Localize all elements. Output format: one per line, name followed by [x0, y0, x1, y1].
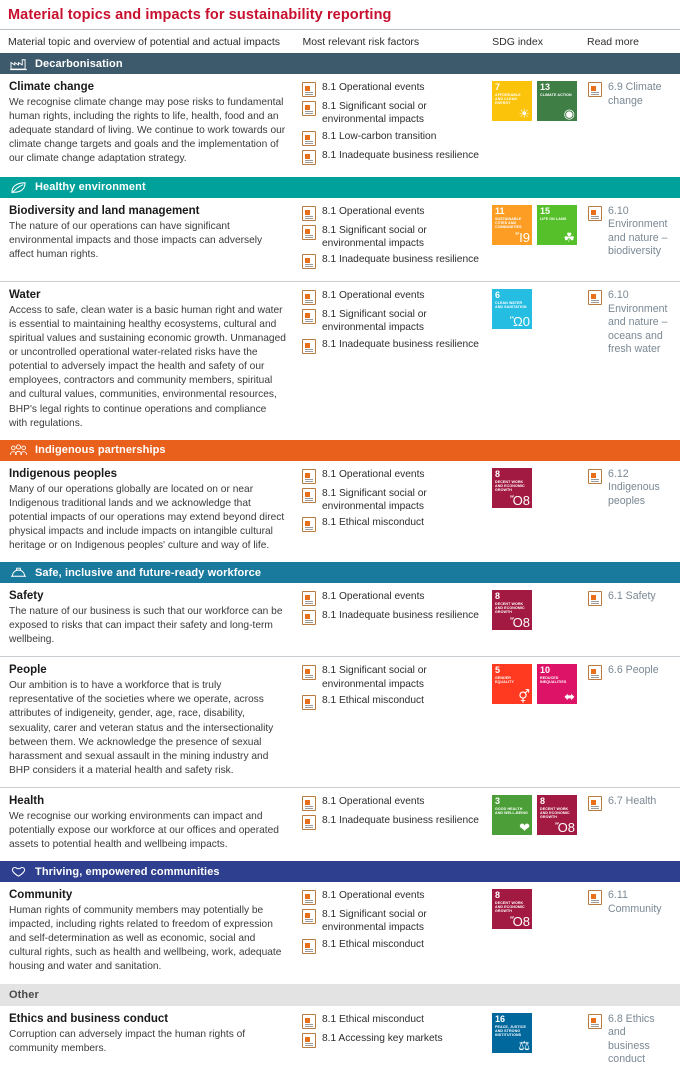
risk-factor-label: 8.1 Ethical misconduct [322, 1013, 424, 1025]
sdg-glyph-icon: Ὣ0 [509, 314, 530, 329]
topic-cell [0, 468, 298, 553]
risk-factor-label: 8.1 Inadequate business resilience [322, 149, 479, 161]
sdg-list [492, 795, 582, 835]
risk-factors-cell [298, 81, 490, 168]
sdg-cell [490, 289, 586, 431]
sdg-list [492, 468, 582, 508]
sdg-label: AFFORDABLE AND CLEAN ENERGY [495, 93, 521, 106]
document-reference-icon [302, 206, 316, 221]
section-title: Other [9, 988, 39, 1001]
risk-factor-item [302, 308, 482, 335]
sdg-cell [490, 889, 586, 974]
risk-factors-cell [298, 289, 490, 431]
sdg-badge [492, 1013, 532, 1053]
risk-factor-label: 8.1 Operational events [322, 591, 425, 603]
document-reference-icon [588, 82, 602, 97]
sdg-glyph-icon: Ὄ8 [555, 819, 575, 835]
read-more-link[interactable] [588, 889, 666, 916]
topic-cell [0, 889, 298, 974]
topic-description: We recognise climate change may pose risks to fundamental human rights, including the rights to life, health, food and an adequate standard of living. We continue to work towards our climate change targets and goals and the implementation of our climate change adaptation strategy. [9, 97, 286, 165]
topic-cell [0, 1013, 298, 1067]
document-reference-icon [302, 101, 316, 116]
document-reference-icon [302, 1014, 316, 1029]
risk-factor-item [302, 253, 482, 269]
sdg-list [492, 289, 582, 329]
topic-description: The nature of our business is such that our workforce can be exposed to risks that can impact their safety and long-term wellbeing. [9, 606, 283, 646]
risk-factor-item [302, 81, 482, 97]
sdg-badge [492, 205, 532, 245]
sdg-badge [492, 590, 532, 630]
sdg-label: SUSTAINABLE CITIES AND COMMUNITIES [495, 216, 522, 229]
table-row [0, 788, 680, 861]
section [0, 177, 680, 440]
risk-factor-item [302, 130, 482, 146]
risk-factor-label: 8.1 Inadequate business resilience [322, 254, 479, 265]
sdg-glyph-icon: Ἵ9 [515, 229, 530, 245]
read-more-label: 6.6 People [608, 664, 659, 677]
read-more-link[interactable] [588, 289, 666, 357]
topic-cell [0, 590, 298, 647]
topic-name: Community [9, 889, 73, 902]
sdg-glyph-icon: ☀ [518, 106, 530, 121]
risk-factor-item [302, 205, 482, 221]
sdg-number: 6 [495, 290, 501, 300]
document-reference-icon [588, 591, 602, 606]
topic-name: Climate change [9, 81, 94, 93]
risk-factor-item [302, 938, 482, 954]
document-reference-icon [302, 939, 316, 954]
section-banner [0, 984, 680, 1006]
topic-description: Corruption can adversely impact the human rights of community members. [9, 1028, 246, 1054]
document-reference-icon [302, 517, 316, 532]
risk-factor-item [302, 289, 482, 305]
helmet-icon [9, 565, 28, 580]
risk-factors-cell [298, 205, 490, 273]
risk-factor-item [302, 487, 482, 514]
document-reference-icon [588, 796, 602, 811]
read-more-cell[interactable] [586, 889, 672, 974]
topic-name: Ethics and business conduct [9, 1012, 169, 1025]
sdg-badge [537, 795, 577, 835]
sdg-number: 8 [495, 591, 501, 602]
factory-icon [9, 56, 28, 71]
topic-name: Biodiversity and land management [9, 204, 200, 217]
sdg-number: 8 [495, 890, 501, 901]
sdg-badge [492, 664, 532, 704]
table-row [0, 282, 680, 440]
section-title: Decarbonisation [35, 57, 123, 70]
topic-description: We recognise our working environments can impact and potentially expose our workforce at our offices and operated assets to potential health and wellbeing impacts. [9, 810, 279, 851]
section-title: Indigenous partnerships [35, 444, 166, 457]
sdg-badge [537, 664, 577, 704]
document-reference-icon [302, 890, 316, 905]
read-more-link[interactable] [588, 590, 666, 606]
read-more-label: 6.10 Environment and nature – oceans and fresh water [608, 289, 668, 356]
read-more-link[interactable] [588, 468, 666, 509]
column-headers [0, 30, 680, 53]
risk-factors-cell [298, 664, 490, 778]
section-title: Safe, inclusive and future-ready workforce [35, 566, 262, 579]
section [0, 984, 680, 1076]
read-more-label: 6.11 Community [608, 889, 662, 915]
risk-factors-cell [298, 1013, 490, 1067]
risk-factor-item [302, 100, 482, 127]
read-more-cell[interactable] [586, 590, 672, 647]
risk-factor-label: 8.1 Accessing key markets [322, 1032, 443, 1044]
document-reference-icon [302, 909, 316, 924]
risk-factor-label: 8.1 Significant social or environmental impacts [322, 101, 427, 126]
page-title: Material topics and impacts for sustainability reporting [0, 0, 680, 30]
read-more-label: 6.12 Indigenous peoples [608, 467, 660, 507]
risk-factor-item [302, 814, 482, 830]
risk-factor-item [302, 664, 482, 691]
read-more-cell[interactable] [586, 795, 672, 852]
sdg-number: 3 [495, 795, 501, 806]
document-reference-icon [302, 82, 316, 97]
risk-factor-item [302, 908, 482, 935]
sdg-number: 11 [495, 205, 505, 216]
risk-factor-label: 8.1 Operational events [322, 890, 425, 902]
risk-factor-label: 8.1 Operational events [322, 290, 425, 301]
document-reference-icon [302, 309, 316, 324]
document-reference-icon [302, 796, 316, 811]
table-row [0, 583, 680, 657]
sdg-label: DECENT WORK AND ECONOMIC GROWTH [495, 901, 525, 914]
sdg-number: 8 [495, 468, 501, 479]
risk-factor-item [302, 889, 482, 905]
read-more-label: 6.8 Ethics and business conduct [608, 1012, 655, 1066]
topic-name: People [9, 664, 47, 677]
column-header-sdg: SDG index [492, 36, 543, 48]
table-row [0, 1006, 680, 1076]
risk-factor-label: 8.1 Significant social or environmental impacts [322, 665, 427, 690]
document-reference-icon [302, 1033, 316, 1048]
document-reference-icon [588, 290, 602, 305]
column-header-risk: Most relevant risk factors [302, 36, 420, 48]
hand-heart-icon [9, 864, 28, 879]
document-reference-icon [302, 254, 316, 269]
section [0, 440, 680, 562]
risk-factor-item [302, 1032, 482, 1048]
read-more-cell[interactable] [586, 664, 672, 778]
risk-factor-item [302, 694, 482, 710]
sdg-badge [537, 205, 577, 245]
risk-factor-label: 8.1 Operational events [322, 468, 425, 480]
risk-factors-cell [298, 468, 490, 553]
sdg-badge [492, 468, 532, 508]
sdg-badge [537, 81, 577, 121]
sdg-number: 15 [540, 205, 551, 216]
document-reference-icon [302, 469, 316, 484]
risk-factor-item [302, 1013, 482, 1029]
document-reference-icon [302, 665, 316, 680]
sdg-label: DECENT WORK AND ECONOMIC GROWTH [495, 602, 525, 615]
document-reference-icon [302, 225, 316, 240]
read-more-link[interactable] [588, 1013, 666, 1067]
sdg-glyph-icon: Ὄ8 [510, 914, 530, 930]
sdg-list [492, 1013, 582, 1053]
sdg-number: 5 [495, 665, 501, 676]
document-reference-icon [588, 469, 602, 484]
risk-factor-label: 8.1 Ethical misconduct [322, 938, 424, 950]
topic-name: Health [9, 794, 45, 807]
read-more-link[interactable] [588, 795, 666, 811]
sdg-label: REDUCED INEQUALITIES [540, 676, 567, 685]
document-reference-icon [588, 665, 602, 680]
section-banner [0, 861, 680, 882]
sdg-glyph-icon: ☘ [563, 229, 575, 245]
sdg-cell [490, 205, 586, 273]
risk-factor-item [302, 795, 482, 811]
column-header-read: Read more [587, 36, 639, 48]
risk-factor-label: 8.1 Significant social or environmental impacts [322, 487, 427, 512]
risk-factor-item [302, 224, 482, 251]
document-reference-icon [302, 591, 316, 606]
section-banner [0, 440, 680, 461]
sdg-glyph-icon: ◉ [563, 106, 575, 121]
topic-cell [0, 289, 298, 431]
risk-factor-label: 8.1 Significant social or environmental impacts [322, 224, 427, 249]
sdg-cell [490, 795, 586, 852]
document-reference-icon [302, 488, 316, 503]
sdg-glyph-icon: Ὄ8 [510, 492, 530, 508]
risk-factor-item [302, 590, 482, 606]
topic-name: Safety [9, 590, 44, 603]
topic-cell [0, 81, 298, 168]
read-more-cell[interactable] [586, 468, 672, 553]
sdg-number: 10 [540, 665, 551, 676]
read-more-cell[interactable] [586, 1013, 672, 1067]
sdg-label: PEACE, JUSTICE AND STRONG INSTITUTIONS [495, 1024, 526, 1037]
section-banner [0, 177, 680, 198]
document-reference-icon [302, 150, 316, 165]
sdg-glyph-icon: Ὄ8 [510, 615, 530, 631]
section-banner [0, 562, 680, 583]
document-reference-icon [302, 815, 316, 830]
table-row [0, 198, 680, 283]
sdg-label: DECENT WORK AND ECONOMIC GROWTH [495, 479, 525, 492]
document-reference-icon [302, 695, 316, 710]
risk-factor-label: 8.1 Ethical misconduct [322, 694, 424, 706]
risk-factors-cell [298, 889, 490, 974]
sdg-cell [490, 468, 586, 553]
leaf-icon [9, 180, 28, 195]
read-more-link[interactable] [588, 664, 666, 680]
risk-factors-cell [298, 590, 490, 647]
sdg-badge [492, 889, 532, 929]
topic-description: Our ambition is to have a workforce that is truly representative of the societies where we operate, across attributes of indigeneity, gender, age, race, disability, sexuality, carer and veteran status and the intersectionality between them. We acknowledge the presence of sexual harassment and sexual assault in the mining industry and BHP considers it a material health and safety risk. [9, 680, 274, 776]
document-reference-icon [588, 890, 602, 905]
topic-cell [0, 664, 298, 778]
risk-factor-label: 8.1 Low-carbon transition [322, 130, 437, 142]
risk-factor-label: 8.1 Operational events [322, 205, 425, 217]
topic-description: Human rights of community members may potentially be impacted, including rights related to freedom of expression and self-determination as well as economic, social and cultural rights, such as health and wellbeing, work, adequate housing and water and sanitation. [9, 905, 282, 973]
risk-factor-label: 8.1 Operational events [322, 795, 425, 807]
risk-factor-item [302, 516, 482, 532]
table-row [0, 657, 680, 788]
risk-factor-label: 8.1 Significant social or environmental impacts [322, 909, 427, 934]
sdg-label: LIFE ON LAND [540, 216, 567, 221]
sdg-cell [490, 1013, 586, 1067]
read-more-link[interactable] [588, 205, 666, 259]
risk-factor-label: 8.1 Inadequate business resilience [322, 338, 479, 350]
topic-description: The nature of our operations can have significant environmental impacts and those impacts can adversely affect human rights. [9, 220, 263, 260]
risk-factor-label: 8.1 Inadequate business resilience [322, 814, 479, 826]
topic-cell [0, 205, 298, 273]
risk-factor-label: 8.1 Inadequate business resilience [322, 610, 479, 622]
sdg-label: GENDER EQUALITY [495, 676, 514, 685]
topic-description: Access to safe, clean water is a basic human right and water is essential to maintaining healthy ecosystems, cultural and spiritual values and sustaining economic growth. Unmanaged or uncontrolled operational water-related risks have the potential to adversely impact the health and safety of our employees, contractors and community members, spiritual and cultural values, communities, environmental resources, BHP's legal rights to continue operations and compliance with regulations. [9, 305, 286, 429]
sdg-number: 8 [540, 795, 546, 806]
risk-factors-cell [298, 795, 490, 852]
table-row [0, 74, 680, 177]
read-more-label: 6.7 Health [608, 794, 657, 807]
document-reference-icon [302, 131, 316, 146]
table-row [0, 461, 680, 562]
column-header-topic: Material topic and overview of potential and actual impacts [8, 36, 280, 48]
section-title: Thriving, empowered communities [35, 865, 220, 878]
sdg-cell [490, 81, 586, 168]
table-row [0, 882, 680, 983]
sdg-list [492, 590, 582, 630]
sdg-number: 16 [495, 1013, 506, 1024]
section-title: Healthy environment [35, 181, 146, 193]
risk-factor-label: 8.1 Significant social or environmental impacts [322, 309, 427, 334]
sdg-label: CLIMATE ACTION [540, 93, 572, 97]
risk-factor-item [302, 149, 482, 165]
sdg-badge [492, 81, 532, 121]
sdg-label: GOOD HEALTH AND WELL-BEING [495, 806, 528, 815]
sdg-list [492, 81, 582, 121]
sdg-glyph-icon: ❤ [519, 819, 530, 835]
document-reference-icon [588, 206, 602, 221]
sdg-list [492, 205, 582, 245]
risk-factor-label: 8.1 Operational events [322, 82, 425, 93]
document-reference-icon [302, 339, 316, 354]
read-more-cell[interactable] [586, 81, 672, 168]
sdg-number: 7 [495, 82, 501, 92]
sdg-label: CLEAN WATER AND SANITATION [495, 301, 527, 310]
document-reference-icon [588, 1014, 602, 1029]
topic-name: Water [9, 289, 41, 301]
sdg-badge [492, 795, 532, 835]
read-more-cell[interactable] [586, 205, 672, 273]
section [0, 53, 680, 177]
read-more-label: 6.9 Climate change [608, 81, 662, 107]
topic-name: Indigenous peoples [9, 467, 117, 480]
risk-factor-label: 8.1 Ethical misconduct [322, 517, 424, 529]
risk-factor-item [302, 609, 482, 625]
sdg-badge [492, 289, 532, 329]
document-reference-icon [302, 290, 316, 305]
sdg-list [492, 664, 582, 704]
section [0, 562, 680, 861]
sdg-glyph-icon: ⬌ [564, 689, 575, 705]
sdg-cell [490, 590, 586, 647]
sections-container [0, 53, 680, 1076]
risk-factor-item [302, 338, 482, 354]
read-more-label: 6.10 Environment and nature – biodiversity [608, 204, 668, 258]
section-banner [0, 53, 680, 74]
sdg-number: 13 [540, 82, 551, 92]
sdg-glyph-icon: ⚖ [518, 1037, 530, 1053]
people-group-icon [9, 443, 28, 458]
document-reference-icon [302, 610, 316, 625]
sdg-label: DECENT WORK AND ECONOMIC GROWTH [540, 806, 570, 820]
read-more-link[interactable] [588, 81, 666, 108]
sdg-list [492, 889, 582, 929]
risk-factor-item [302, 468, 482, 484]
sdg-cell [490, 664, 586, 778]
read-more-label: 6.1 Safety [608, 590, 656, 603]
topic-cell [0, 795, 298, 852]
sdg-glyph-icon: ⚥ [518, 689, 530, 705]
topic-description: Many of our operations globally are located on or near Indigenous traditional lands and we acknowledge that potential impacts of our operations may extend beyond direct physical impacts and include impacts on intangible cultural heritage or on Indigenous peoples' culture and way of life. [9, 483, 285, 552]
read-more-cell[interactable] [586, 289, 672, 431]
section [0, 861, 680, 983]
